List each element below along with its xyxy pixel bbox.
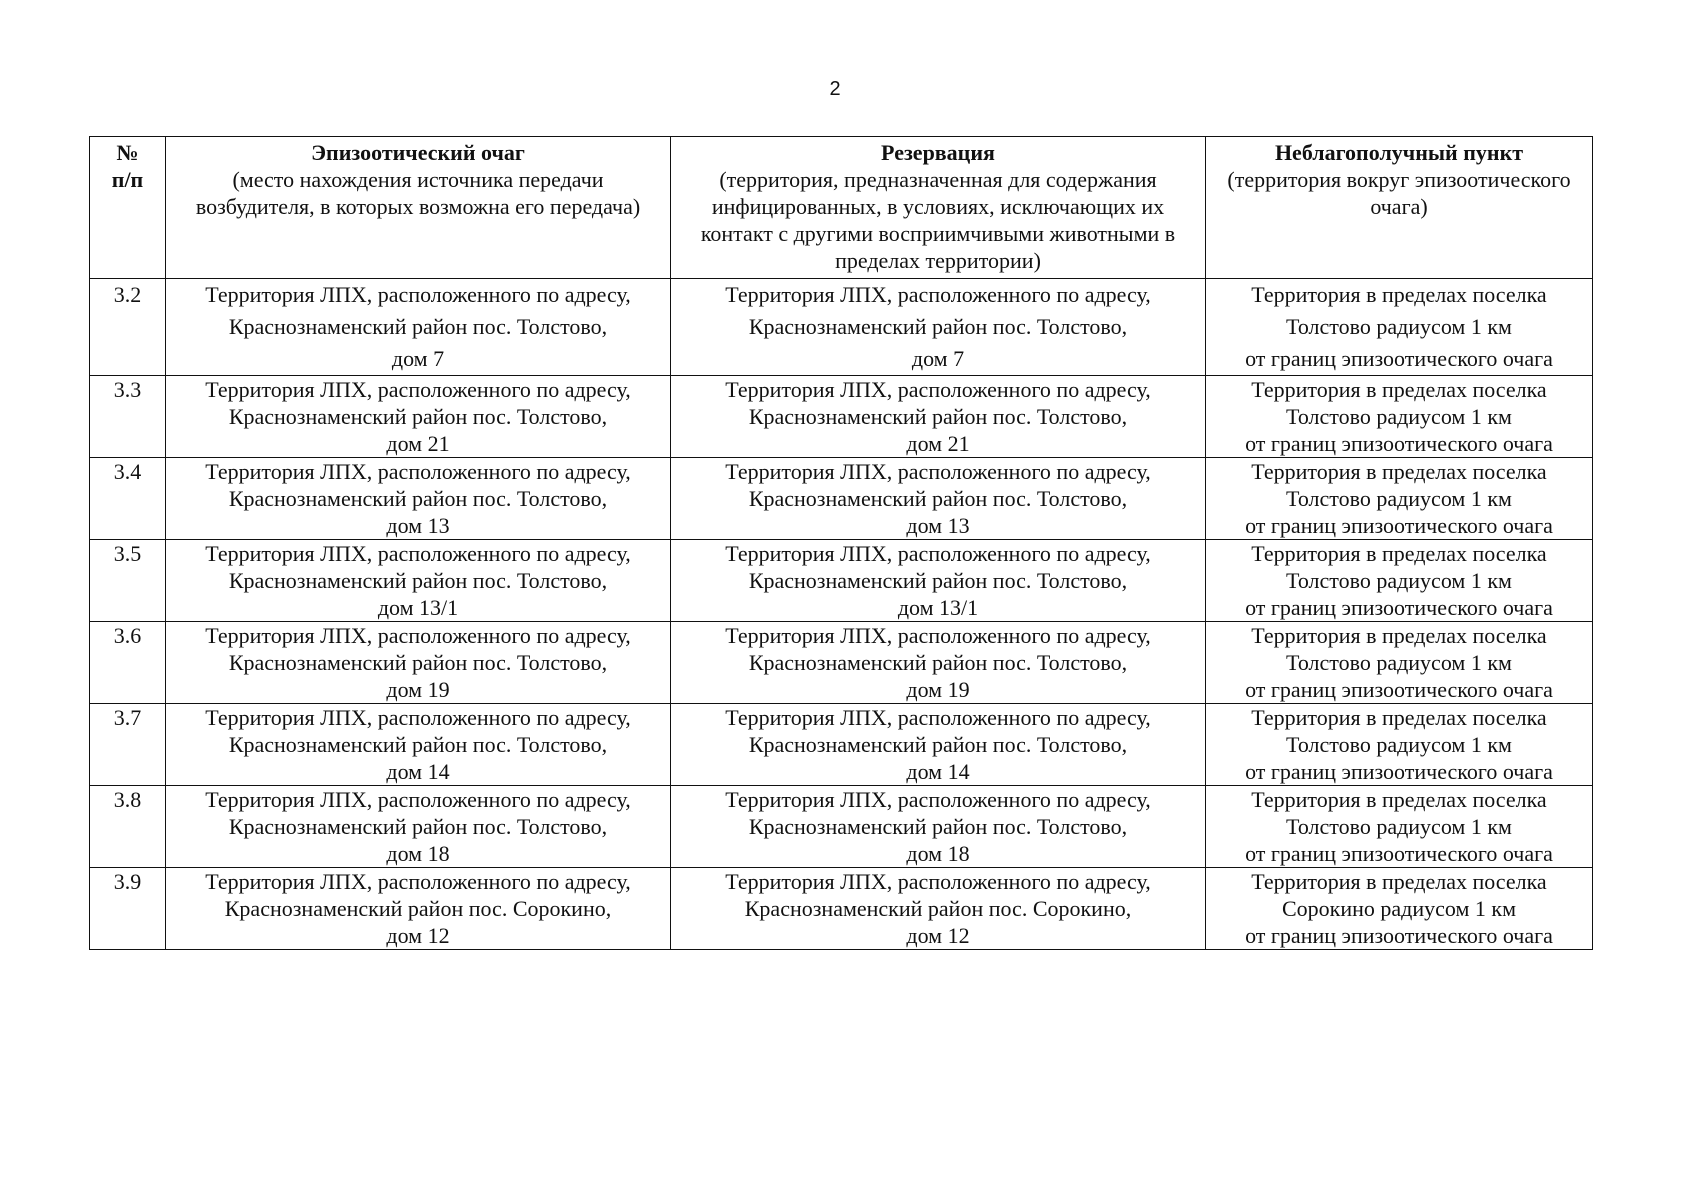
reserve-cell <box>671 622 1206 704</box>
point-cell-line: Территория в пределах поселка <box>1251 377 1547 402</box>
reserve-cell <box>671 786 1206 868</box>
header-point-desc: (территория вокруг эпизоотического очага) <box>1227 167 1571 219</box>
focus-cell-line: дом 13/1 <box>377 595 459 620</box>
focus-cell-line: Территория ЛПХ, расположенного по адресу, <box>205 787 631 812</box>
focus-cell-line: Краснознаменский район пос. Толстово, <box>228 314 608 339</box>
point-cell-line: Толстово радиусом 1 км <box>1286 486 1512 511</box>
reserve-cell <box>671 540 1206 622</box>
focus-cell-line: дом 18 <box>386 841 450 866</box>
header-reserve-desc: (территория, предназначенная для содержания инфицированных, в условиях, исключающих их контакт с другими восприимчивыми животными в пределах территории) <box>700 167 1176 273</box>
reserve-cell-line: Территория ЛПХ, расположенного по адресу, <box>725 787 1151 812</box>
header-focus-desc: (место нахождения источника передачи возбудителя, в которых возможна его передача) <box>195 167 641 219</box>
point-cell-line: Территория в пределах поселка <box>1251 459 1547 484</box>
reserve-cell-line: Территория ЛПХ, расположенного по адресу, <box>725 869 1151 894</box>
focus-cell-line: Территория ЛПХ, расположенного по адресу, <box>205 459 631 484</box>
point-cell <box>1206 868 1593 950</box>
reserve-cell-line: Краснознаменский район пос. Толстово, <box>748 486 1128 511</box>
header-reserve <box>671 137 1206 279</box>
point-cell <box>1206 540 1593 622</box>
point-cell <box>1206 622 1593 704</box>
header-point-title: Неблагополучный пункт <box>1274 140 1524 165</box>
reserve-cell <box>671 868 1206 950</box>
table-row <box>90 704 1593 786</box>
reserve-cell-line: Территория ЛПХ, расположенного по адресу, <box>725 623 1151 648</box>
focus-cell <box>166 786 671 868</box>
row-number: 3.3 <box>90 376 166 458</box>
point-cell-line: Толстово радиусом 1 км <box>1286 814 1512 839</box>
header-point <box>1206 137 1593 279</box>
reserve-cell-line: Территория ЛПХ, расположенного по адресу, <box>725 459 1151 484</box>
row-number: 3.2 <box>90 279 166 376</box>
reserve-cell-line: Краснознаменский район пос. Толстово, <box>748 732 1128 757</box>
point-cell-line: от границ эпизоотического очага <box>1245 759 1553 784</box>
table-row <box>90 376 1593 458</box>
point-cell-line: от границ эпизоотического очага <box>1245 513 1553 538</box>
point-cell-line: Территория в пределах поселка <box>1251 787 1547 812</box>
point-cell-line: от границ эпизоотического очага <box>1245 923 1553 948</box>
header-reserve-title: Резервация <box>881 140 995 165</box>
table-row <box>90 786 1593 868</box>
point-cell-line: от границ эпизоотического очага <box>1245 595 1553 620</box>
reserve-cell <box>671 704 1206 786</box>
point-cell-line: Территория в пределах поселка <box>1251 705 1547 730</box>
focus-cell-line: дом 12 <box>386 923 450 948</box>
focus-cell <box>166 279 671 376</box>
reserve-cell <box>671 279 1206 376</box>
focus-cell <box>166 704 671 786</box>
focus-cell-line: Территория ЛПХ, расположенного по адресу, <box>205 623 631 648</box>
table-body <box>90 279 1593 950</box>
point-cell-line: Территория в пределах поселка <box>1251 623 1547 648</box>
table-row <box>90 868 1593 950</box>
point-cell-line: от границ эпизоотического очага <box>1245 841 1553 866</box>
point-cell-line: Толстово радиусом 1 км <box>1286 404 1512 429</box>
table-header-row <box>90 137 1593 279</box>
point-cell-line: от границ эпизоотического очага <box>1245 346 1553 371</box>
point-cell <box>1206 458 1593 540</box>
focus-cell-line: Территория ЛПХ, расположенного по адресу, <box>205 869 631 894</box>
point-cell-line: Толстово радиусом 1 км <box>1286 568 1512 593</box>
focus-cell-line: Краснознаменский район пос. Толстово, <box>228 814 608 839</box>
point-cell-line: Сорокино радиусом 1 км <box>1281 896 1517 921</box>
header-number-line2: п/п <box>111 167 144 192</box>
row-number: 3.4 <box>90 458 166 540</box>
reserve-cell-line: дом 14 <box>906 759 970 784</box>
header-number-line1: № <box>116 140 139 165</box>
reserve-cell-line: дом 12 <box>906 923 970 948</box>
point-cell-line: от границ эпизоотического очага <box>1245 677 1553 702</box>
focus-cell-line: Территория ЛПХ, расположенного по адресу, <box>205 282 631 307</box>
reserve-cell-line: Краснознаменский район пос. Толстово, <box>748 650 1128 675</box>
point-cell-line: Территория в пределах поселка <box>1251 869 1547 894</box>
point-cell <box>1206 279 1593 376</box>
point-cell-line: Территория в пределах поселка <box>1251 541 1547 566</box>
focus-cell-line: дом 21 <box>386 431 450 456</box>
focus-cell <box>166 622 671 704</box>
focus-cell <box>166 458 671 540</box>
point-cell <box>1206 376 1593 458</box>
reserve-cell-line: Территория ЛПХ, расположенного по адресу, <box>725 541 1151 566</box>
focus-cell-line: дом 19 <box>386 677 450 702</box>
reserve-cell <box>671 376 1206 458</box>
focus-cell-line: Краснознаменский район пос. Толстово, <box>228 486 608 511</box>
table-row <box>90 458 1593 540</box>
table-row <box>90 622 1593 704</box>
focus-cell-line: Краснознаменский район пос. Толстово, <box>228 732 608 757</box>
row-number: 3.7 <box>90 704 166 786</box>
reserve-cell-line: дом 21 <box>906 431 970 456</box>
header-number <box>90 137 166 279</box>
focus-cell-line: дом 13 <box>386 513 450 538</box>
reserve-cell-line: Краснознаменский район пос. Сорокино, <box>744 896 1132 921</box>
focus-cell-line: Краснознаменский район пос. Толстово, <box>228 404 608 429</box>
reserve-cell-line: дом 13/1 <box>897 595 979 620</box>
point-cell-line: Толстово радиусом 1 км <box>1286 314 1512 339</box>
point-cell-line: от границ эпизоотического очага <box>1245 431 1553 456</box>
reserve-cell-line: дом 13 <box>906 513 970 538</box>
reserve-cell-line: Территория ЛПХ, расположенного по адресу, <box>725 282 1151 307</box>
reserve-cell <box>671 458 1206 540</box>
focus-cell-line: Краснознаменский район пос. Толстово, <box>228 650 608 675</box>
table-row <box>90 279 1593 376</box>
point-cell-line: Толстово радиусом 1 км <box>1286 732 1512 757</box>
focus-cell <box>166 868 671 950</box>
focus-cell-line: дом 7 <box>391 346 445 371</box>
point-cell-line: Толстово радиусом 1 км <box>1286 650 1512 675</box>
row-number: 3.8 <box>90 786 166 868</box>
focus-cell <box>166 376 671 458</box>
reserve-cell-line: дом 19 <box>906 677 970 702</box>
row-number: 3.5 <box>90 540 166 622</box>
reserve-cell-line: дом 7 <box>911 346 965 371</box>
row-number: 3.9 <box>90 868 166 950</box>
reserve-cell-line: Краснознаменский район пос. Толстово, <box>748 568 1128 593</box>
focus-cell-line: Краснознаменский район пос. Сорокино, <box>224 896 612 921</box>
header-focus <box>166 137 671 279</box>
row-number: 3.6 <box>90 622 166 704</box>
point-cell <box>1206 704 1593 786</box>
focus-cell-line: Краснознаменский район пос. Толстово, <box>228 568 608 593</box>
focus-cell-line: Территория ЛПХ, расположенного по адресу, <box>205 377 631 402</box>
reserve-cell-line: дом 18 <box>906 841 970 866</box>
reserve-cell-line: Краснознаменский район пос. Толстово, <box>748 314 1128 339</box>
point-cell <box>1206 786 1593 868</box>
reserve-cell-line: Территория ЛПХ, расположенного по адресу, <box>725 377 1151 402</box>
reserve-cell-line: Краснознаменский район пос. Толстово, <box>748 814 1128 839</box>
focus-cell-line: Территория ЛПХ, расположенного по адресу, <box>205 541 631 566</box>
focus-cell-line: Территория ЛПХ, расположенного по адресу, <box>205 705 631 730</box>
header-focus-title: Эпизоотический очаг <box>311 140 525 165</box>
reserve-cell-line: Краснознаменский район пос. Толстово, <box>748 404 1128 429</box>
page-number: 2 <box>829 78 841 100</box>
table-row <box>90 540 1593 622</box>
focus-cell <box>166 540 671 622</box>
focus-cell-line: дом 14 <box>386 759 450 784</box>
point-cell-line: Территория в пределах поселка <box>1251 282 1547 307</box>
focus-table <box>89 136 1593 950</box>
reserve-cell-line: Территория ЛПХ, расположенного по адресу, <box>725 705 1151 730</box>
